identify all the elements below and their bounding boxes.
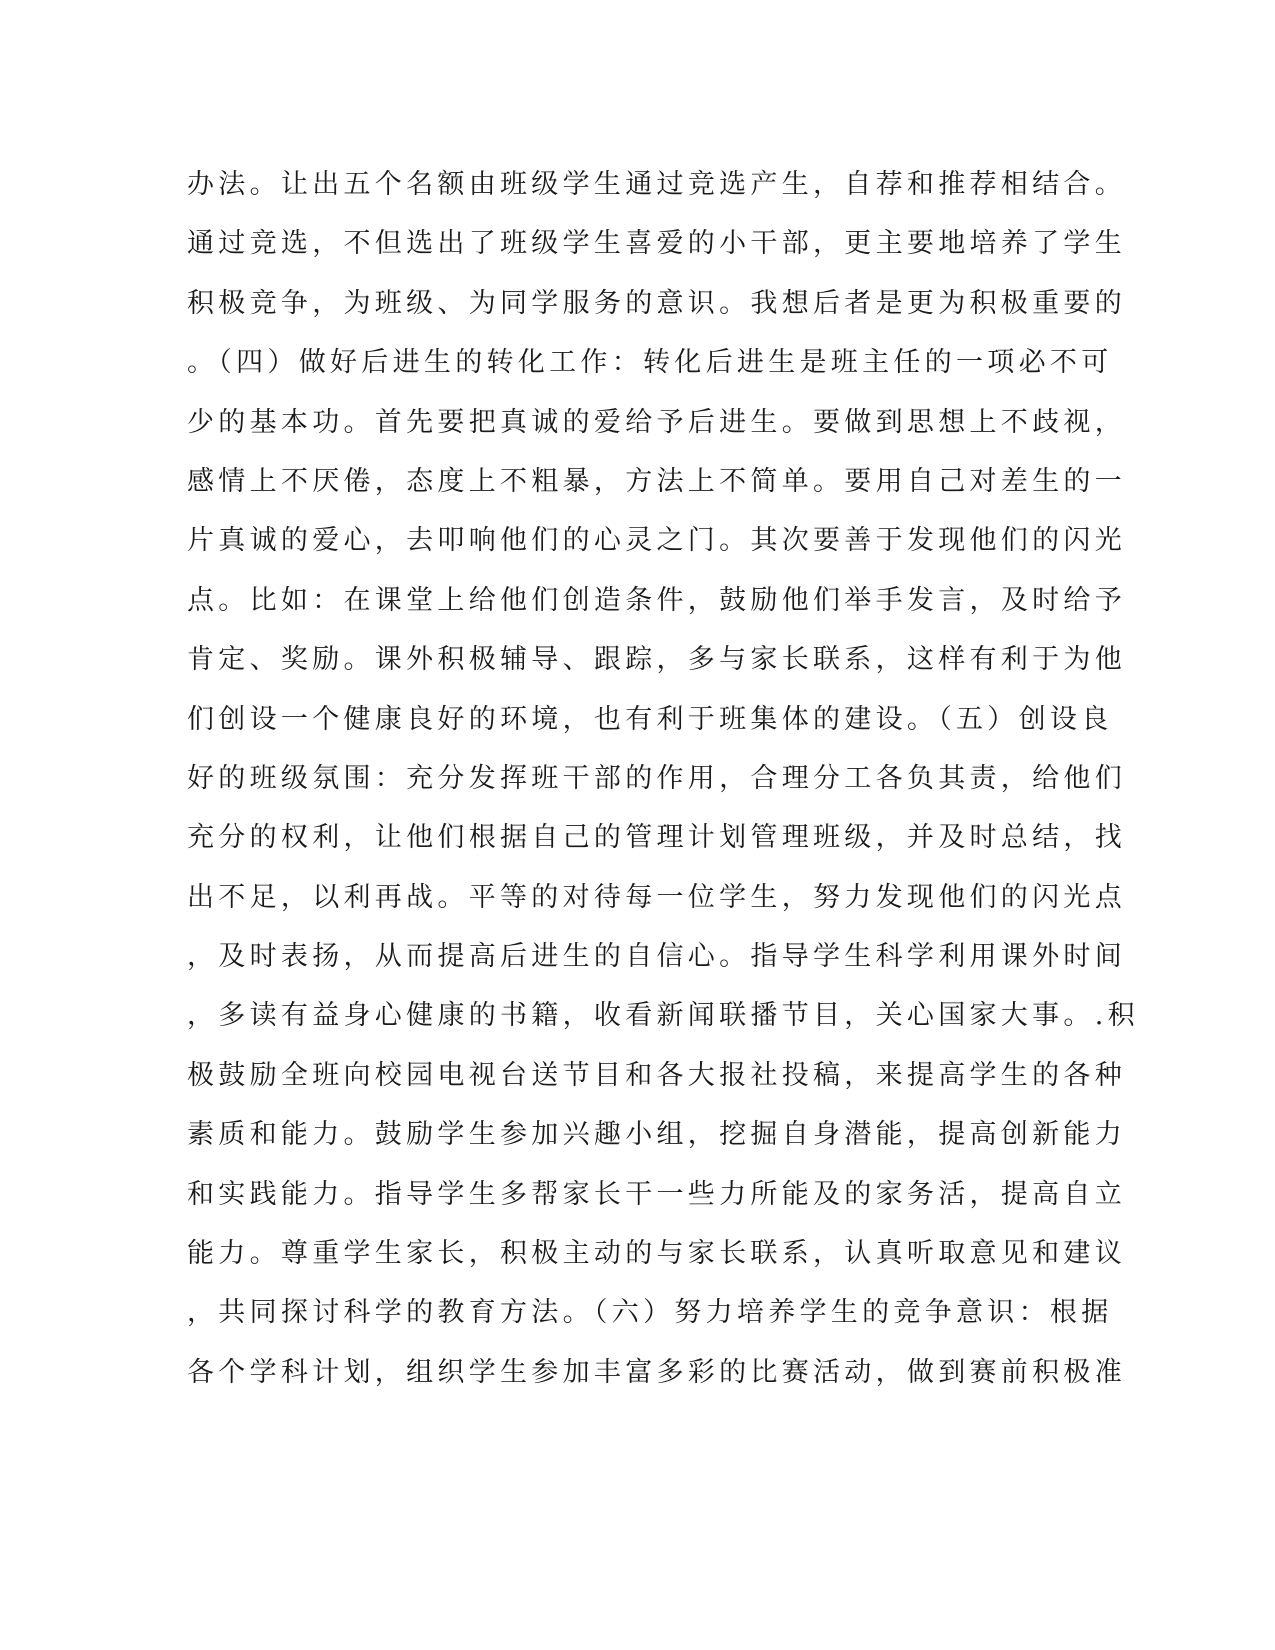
text-line: 肯定、奖励。课外积极辅导、跟踪，多与家长联系，这样有利于为他 — [187, 644, 1126, 676]
text-line: 。（四）做好后进生的转化工作：转化后进生是班主任的一项必不可 — [187, 347, 1113, 379]
text-line: 极鼓励全班向校园电视台送节目和各大报社投稿，来提高学生的各种 — [187, 1059, 1126, 1091]
body-text — [187, 155, 1139, 1402]
text-line: 各个学科计划，组织学生参加丰富多彩的比赛活动，做到赛前积极准 — [187, 1356, 1126, 1388]
text-line: 通过竞选，不但选出了班级学生喜爱的小干部，更主要地培养了学生 — [187, 228, 1126, 260]
text-line: 好的班级氛围：充分发挥班干部的作用，合理分工各负其责，给他们 — [187, 762, 1126, 794]
text-line: ，及时表扬，从而提高后进生的自信心。指导学生科学利用课外时间 — [187, 941, 1126, 973]
text-line: 充分的权利，让他们根据自己的管理计划管理班级，并及时总结，找 — [187, 822, 1126, 854]
text-line: 们创设一个健康良好的环境，也有利于班集体的建设。（五）创设良 — [187, 703, 1113, 735]
text-line: ，多读有益身心健康的书籍，收看新闻联播节目，关心国家大事。.积 — [187, 1000, 1139, 1032]
text-line: 片真诚的爱心，去叩响他们的心灵之门。其次要善于发现他们的闪光 — [187, 525, 1126, 557]
text-line: 点。比如：在课堂上给他们创造条件，鼓励他们举手发言，及时给予 — [187, 584, 1126, 616]
text-line: 和实践能力。指导学生多帮家长干一些力所能及的家务活，提高自立 — [187, 1178, 1126, 1210]
text-line: 办法。让出五个名额由班级学生通过竞选产生，自荐和推荐相结合。 — [187, 169, 1126, 200]
text-line: 能力。尊重学生家长，积极主动的与家长联系，认真听取意见和建议 — [187, 1238, 1126, 1270]
text-line: 感情上不厌倦，态度上不粗暴，方法上不简单。要用自己对差生的一 — [187, 465, 1126, 497]
text-line: 出不足，以利再战。平等的对待每一位学生，努力发现他们的闪光点 — [187, 881, 1126, 913]
text-line: ，共同探讨科学的教育方法。（六）努力培养学生的竞争意识：根据 — [187, 1297, 1113, 1329]
text-line: 积极竞争，为班级、为同学服务的意识。我想后者是更为积极重要的 — [187, 287, 1126, 319]
text-line: 素质和能力。鼓励学生参加兴趣小组，挖掘自身潜能，提高创新能力 — [187, 1119, 1126, 1151]
text-line: 少的基本功。首先要把真诚的爱给予后进生。要做到思想上不歧视， — [187, 406, 1126, 438]
